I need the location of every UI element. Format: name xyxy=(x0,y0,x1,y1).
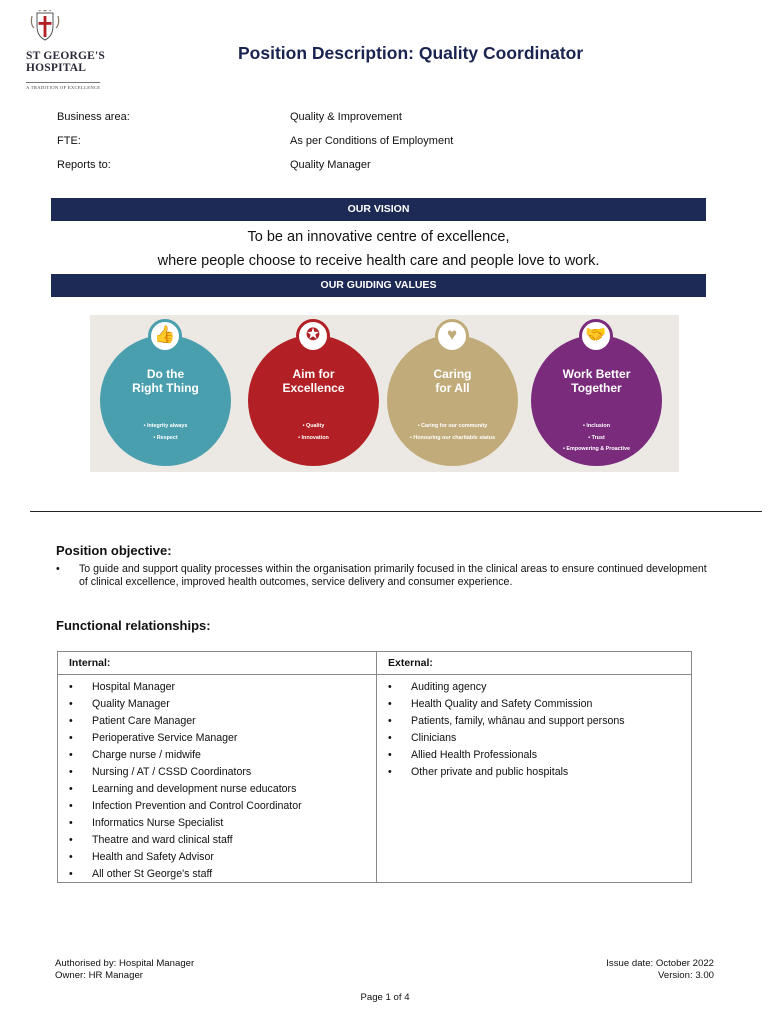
value-bullets: • Integrity always • Respect xyxy=(143,423,188,441)
external-column xyxy=(377,652,691,882)
authorised-by: Authorised by: Hospital Manager xyxy=(55,958,195,969)
footer-authorship xyxy=(55,958,194,982)
value-do-the-right-thing xyxy=(100,335,231,466)
detail-label: Business area: xyxy=(57,111,130,123)
value-work-better-together xyxy=(531,335,662,466)
version: Version: 3.00 xyxy=(657,970,714,981)
list-item: • Other private and public hospitals xyxy=(388,766,569,778)
list-item: • Patients, family, whānau and support persons xyxy=(388,715,625,727)
detail-label: Reports to: xyxy=(57,159,111,171)
value-title: Work Better Together xyxy=(562,367,631,395)
external-list xyxy=(377,675,691,781)
bullet: • xyxy=(56,563,60,575)
list-item: • Informatics Nurse Specialist xyxy=(69,817,224,829)
detail-value: As per Conditions of Employment xyxy=(290,135,454,147)
list-item: • Perioperative Service Manager xyxy=(69,732,238,744)
hospital-name-line2: HOSPITAL xyxy=(26,62,87,74)
value-title: Aim for Excellence xyxy=(282,367,345,395)
position-details xyxy=(57,111,677,183)
thumbs-up-icon: 👍 xyxy=(148,319,182,353)
section-divider xyxy=(30,511,762,512)
detail-value: Quality Manager xyxy=(290,159,371,171)
list-item: • Learning and development nurse educators xyxy=(69,783,297,795)
value-aim-for-excellence xyxy=(248,335,379,466)
list-item: • Health Quality and Safety Commission xyxy=(388,698,593,710)
internal-column xyxy=(58,652,377,882)
value-bullets: • Inclusion • Trust • Empowering & Proactive xyxy=(563,423,630,452)
vision-line-1: To be an innovative centre of excellence, xyxy=(247,229,510,245)
list-item: • Clinicians xyxy=(388,732,457,744)
relationships-table xyxy=(57,651,692,883)
detail-row-fte xyxy=(57,135,677,159)
functional-relationships-heading: Functional relationships: xyxy=(56,618,211,633)
handshake-icon: 🤝 xyxy=(579,319,613,353)
heart-icon: ♥ xyxy=(435,319,469,353)
vision-line-2: where people choose to receive health care and people love to work. xyxy=(157,253,600,269)
issue-date: Issue date: October 2022 xyxy=(606,958,714,969)
footer-issue xyxy=(606,958,714,982)
internal-list xyxy=(58,675,376,883)
value-bullets: • Quality • Innovation xyxy=(298,423,329,441)
list-item: • Quality Manager xyxy=(69,698,170,710)
list-item: • Auditing agency xyxy=(388,681,487,693)
detail-row-reports-to xyxy=(57,159,677,183)
hospital-name xyxy=(26,50,105,74)
crest-icon xyxy=(28,10,62,42)
guiding-values-graphic xyxy=(90,315,679,472)
position-objective-text: To guide and support quality processes within the organisation primarily focused in the clinical areas to ensure continued development of clinical excellence, improved health outcomes, service delivery and consumer experience. xyxy=(79,563,707,588)
list-item: • Allied Health Professionals xyxy=(388,749,538,761)
page-number: Page 1 of 4 xyxy=(360,992,410,1003)
list-item: • Health and Safety Advisor xyxy=(69,851,214,863)
detail-row-business-area xyxy=(57,111,677,135)
value-caring-for-all xyxy=(387,335,518,466)
list-item: • Patient Care Manager xyxy=(69,715,196,727)
owner: Owner: HR Manager xyxy=(55,970,143,981)
value-title: Caring for All xyxy=(433,367,472,395)
external-header: External: xyxy=(377,652,691,675)
list-item: • Charge nurse / midwife xyxy=(69,749,201,761)
position-objective-item xyxy=(56,563,716,589)
list-item: • All other St George's staff xyxy=(69,868,213,880)
vision-heading-bar: OUR VISION xyxy=(51,198,706,221)
document-title: Position Description: Quality Coordinator xyxy=(238,43,584,63)
value-bullets: • Caring for our community • Honouring our charitable status xyxy=(409,423,496,441)
list-item: • Infection Prevention and Control Coordinator xyxy=(69,800,302,812)
position-objective-heading: Position objective: xyxy=(56,543,172,558)
list-item: • Nursing / AT / CSSD Coordinators xyxy=(69,766,252,778)
hospital-tagline: A TRADITION OF EXCELLENCE xyxy=(26,82,100,90)
list-item: • Hospital Manager xyxy=(69,681,176,693)
award-icon: ✪ xyxy=(296,319,330,353)
detail-label: FTE: xyxy=(57,135,81,147)
value-title: Do the Right Thing xyxy=(132,367,199,395)
hospital-name-line1: ST GEORGE'S xyxy=(26,50,106,62)
hospital-logo xyxy=(26,10,122,90)
values-heading-bar: OUR GUIDING VALUES xyxy=(51,274,706,297)
list-item: • Theatre and ward clinical staff xyxy=(69,834,233,846)
detail-value: Quality & Improvement xyxy=(290,111,402,123)
internal-header: Internal: xyxy=(58,652,376,675)
